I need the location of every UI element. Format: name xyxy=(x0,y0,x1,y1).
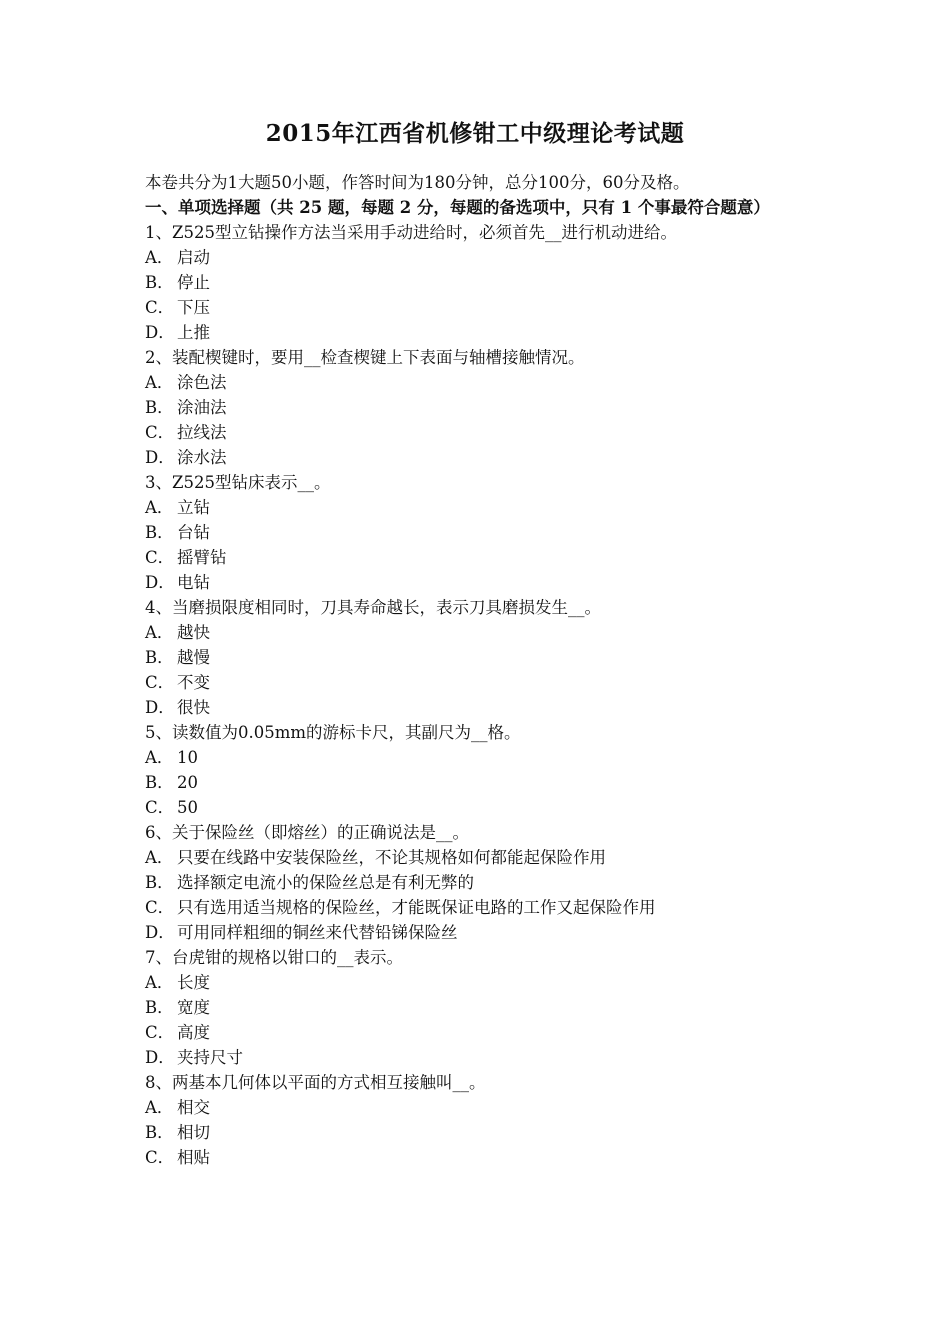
document-title: 2015年江西省机修钳工中级理论考试题 xyxy=(265,120,685,147)
option-text: 越慢 xyxy=(177,648,210,667)
option-letter: D． xyxy=(145,923,175,942)
answer-option xyxy=(145,645,815,670)
option-text: 越快 xyxy=(177,623,210,642)
answer-option xyxy=(145,445,815,470)
option-text: 启动 xyxy=(177,248,210,267)
option-letter: A． xyxy=(145,973,174,992)
answer-option xyxy=(145,895,815,920)
option-letter: A． xyxy=(145,748,174,767)
answer-option xyxy=(145,420,815,445)
option-text: 高度 xyxy=(177,1023,210,1042)
answer-option xyxy=(145,270,815,295)
option-letter: A． xyxy=(145,623,174,642)
option-letter: B． xyxy=(145,1123,174,1142)
question-block xyxy=(145,1070,815,1170)
option-text: 上推 xyxy=(177,323,210,342)
option-text: 10 xyxy=(177,748,198,767)
option-letter: C． xyxy=(145,548,175,567)
option-text: 宽度 xyxy=(177,998,210,1017)
option-letter: B． xyxy=(145,398,174,417)
answer-option xyxy=(145,320,815,345)
answer-option xyxy=(145,920,815,945)
option-letter: C． xyxy=(145,298,175,317)
option-letter: B． xyxy=(145,873,174,892)
option-text: 涂油法 xyxy=(177,398,227,417)
option-letter: D． xyxy=(145,573,175,592)
option-text: 涂水法 xyxy=(177,448,227,467)
answer-option xyxy=(145,545,815,570)
option-text: 下压 xyxy=(177,298,210,317)
answer-option xyxy=(145,995,815,1020)
question-block xyxy=(145,595,815,720)
option-text: 夹持尺寸 xyxy=(177,1048,243,1067)
question-text: 3、Z525型钻床表示__。 xyxy=(145,473,331,492)
answer-option xyxy=(145,795,815,820)
option-text: 50 xyxy=(177,798,198,817)
option-letter: B． xyxy=(145,648,174,667)
option-letter: A． xyxy=(145,248,174,267)
answer-option xyxy=(145,570,815,595)
option-text: 电钻 xyxy=(177,573,210,592)
option-letter: D． xyxy=(145,448,175,467)
option-text: 选择额定电流小的保险丝总是有利无弊的 xyxy=(177,873,474,892)
option-text: 涂色法 xyxy=(177,373,227,392)
answer-option xyxy=(145,395,815,420)
option-letter: C． xyxy=(145,673,175,692)
document-body xyxy=(145,170,815,1170)
option-text: 台钻 xyxy=(177,523,210,542)
option-letter: B． xyxy=(145,523,174,542)
answer-option xyxy=(145,970,815,995)
question-text: 6、关于保险丝（即熔丝）的正确说法是__。 xyxy=(145,823,469,842)
answer-option xyxy=(145,770,815,795)
answer-option xyxy=(145,495,815,520)
answer-option xyxy=(145,620,815,645)
option-letter: A． xyxy=(145,373,174,392)
option-letter: C． xyxy=(145,1023,175,1042)
option-letter: D． xyxy=(145,1048,175,1067)
option-text: 拉线法 xyxy=(177,423,227,442)
question-block xyxy=(145,220,815,345)
question-text: 8、两基本几何体以平面的方式相互接触叫__。 xyxy=(145,1073,486,1092)
question-block xyxy=(145,820,815,945)
question-list xyxy=(145,220,815,1170)
option-letter: B． xyxy=(145,998,174,1017)
option-text: 立钻 xyxy=(177,498,210,517)
option-letter: A． xyxy=(145,848,174,867)
question-text: 7、台虎钳的规格以钳口的__表示。 xyxy=(145,948,403,967)
question-text: 2、装配楔键时，要用__检查楔键上下表面与轴槽接触情况。 xyxy=(145,348,585,367)
option-text: 不变 xyxy=(177,673,210,692)
option-text: 相贴 xyxy=(177,1148,210,1167)
option-letter: A． xyxy=(145,1098,174,1117)
answer-option xyxy=(145,870,815,895)
answer-option xyxy=(145,245,815,270)
option-letter: C． xyxy=(145,798,175,817)
question-block xyxy=(145,720,815,820)
answer-option xyxy=(145,670,815,695)
option-letter: B． xyxy=(145,773,174,792)
section-heading: 一、单项选择题（共 25 题，每题 2 分，每题的备选项中，只有 1 个事最符合题意） xyxy=(145,198,770,217)
option-text: 停止 xyxy=(177,273,210,292)
option-text: 只要在线路中安装保险丝，不论其规格如何都能起保险作用 xyxy=(177,848,606,867)
option-text: 可用同样粗细的铜丝来代替铅锑保险丝 xyxy=(177,923,458,942)
option-letter: D． xyxy=(145,698,175,717)
option-letter: C． xyxy=(145,1148,175,1167)
answer-option xyxy=(145,1145,815,1170)
option-letter: A． xyxy=(145,498,174,517)
option-letter: C． xyxy=(145,898,175,917)
option-text: 只有选用适当规格的保险丝，才能既保证电路的工作又起保险作用 xyxy=(177,898,656,917)
answer-option xyxy=(145,745,815,770)
option-text: 长度 xyxy=(177,973,210,992)
answer-option xyxy=(145,1095,815,1120)
answer-option xyxy=(145,520,815,545)
answer-option xyxy=(145,295,815,320)
answer-option xyxy=(145,1045,815,1070)
answer-option xyxy=(145,845,815,870)
answer-option xyxy=(145,1020,815,1045)
question-block xyxy=(145,345,815,470)
option-text: 很快 xyxy=(177,698,210,717)
option-letter: C． xyxy=(145,423,175,442)
answer-option xyxy=(145,695,815,720)
question-block xyxy=(145,945,815,1070)
option-text: 相交 xyxy=(177,1098,210,1117)
question-text: 1、Z525型立钻操作方法当采用手动进给时，必须首先__进行机动进给。 xyxy=(145,223,677,242)
option-letter: B． xyxy=(145,273,174,292)
exam-intro: 本卷共分为1大题50小题，作答时间为180分钟，总分100分，60分及格。 xyxy=(145,173,690,192)
answer-option xyxy=(145,370,815,395)
question-text: 4、当磨损限度相同时，刀具寿命越长，表示刀具磨损发生__。 xyxy=(145,598,601,617)
option-letter: D． xyxy=(145,323,175,342)
question-block xyxy=(145,470,815,595)
option-text: 相切 xyxy=(177,1123,210,1142)
option-text: 20 xyxy=(177,773,198,792)
option-text: 摇臂钻 xyxy=(177,548,227,567)
question-text: 5、读数值为0.05mm的游标卡尺，其副尺为__格。 xyxy=(145,723,521,742)
answer-option xyxy=(145,1120,815,1145)
